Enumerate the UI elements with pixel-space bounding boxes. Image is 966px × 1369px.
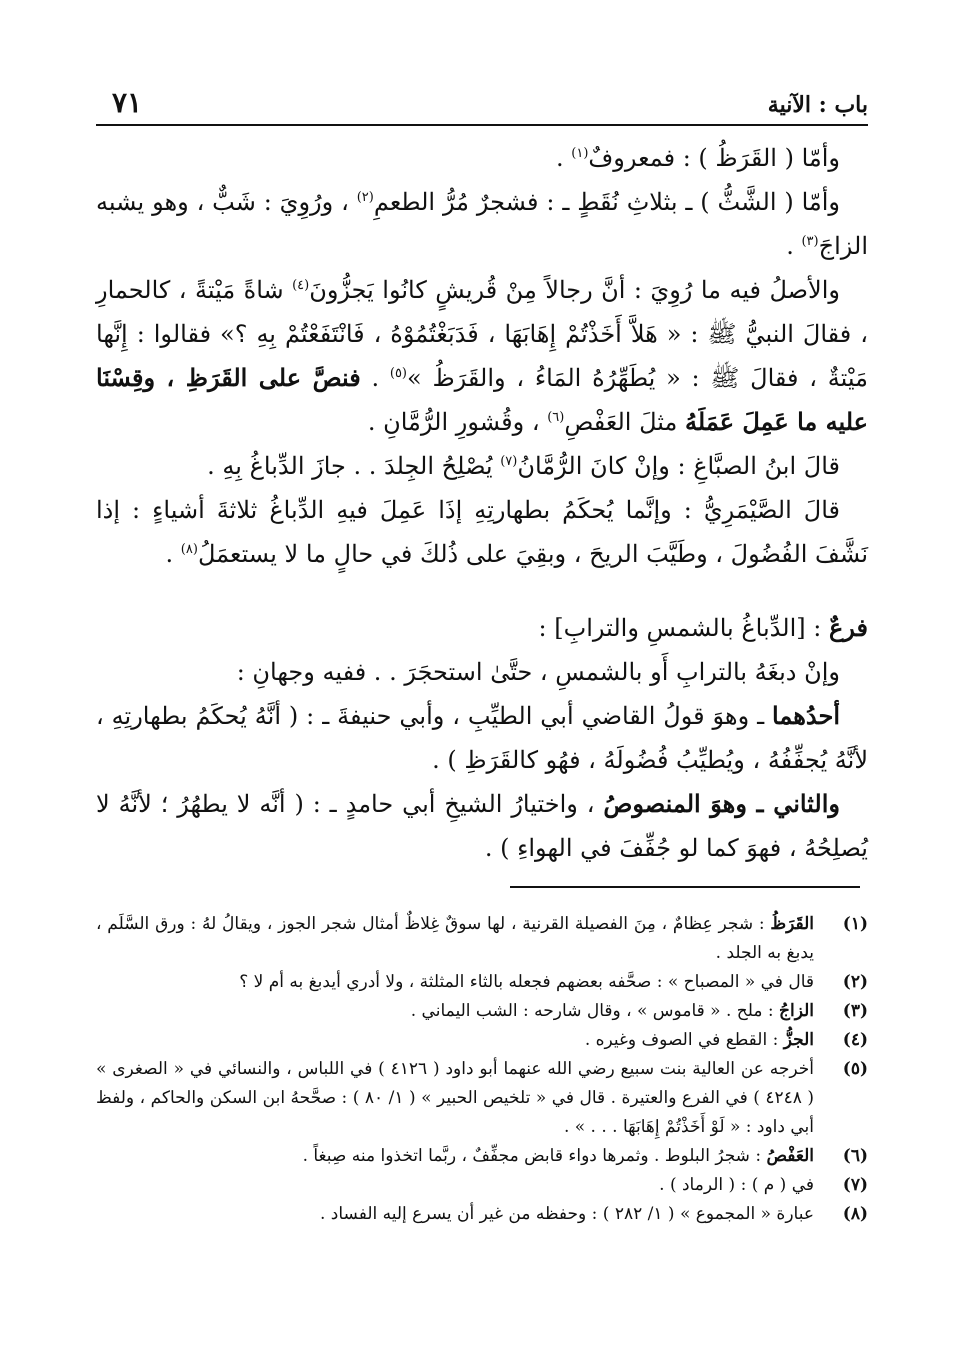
text-span: .	[556, 144, 572, 172]
paragraph-two-views	[96, 650, 868, 694]
footnote-text: : القطع في الصوف وغيره .	[584, 1030, 784, 1050]
paragraph-qaraz	[96, 136, 868, 180]
page-header	[96, 80, 868, 126]
footnote-ref[interactable]: (١)	[571, 146, 589, 161]
text-span: وأمّا ( الشَّثُّ ) ـ بثلاثِ نُقَطٍ ـ : فشجرٌ مُرُّ الطعمِ	[373, 188, 841, 216]
bold-text: أحدُهما	[772, 701, 840, 730]
text-span: قالَ الصَّيْمَرِيُّ : وإنَّما يُحكَمُ بطهارتِهِ إذَا عَمِلَ فيهِ الدِّباغُ ثلاثةَ أشياءٍ : إذا نَشَّفَ الفُضُولَ ، وطَيَّبَ الريحَ ، وبقِيَ على ذُلكَ في حالٍ ما لا يستعمَلُ	[96, 496, 868, 568]
footnote	[96, 1026, 868, 1055]
footnote-number: (٤)	[842, 1030, 868, 1050]
text-span: شاةً مَيْتةً ، كالحمارِ ، فقالَ النبيُّ ﷺ : « هَلاَّ أَخَذْتُمْ إِهَابَهَا ، فَدَبَغْتُمُوْهُ ، فَانْتَفَعْتُمْ بِهِ ؟» فقالوا : إِنَّها مَيْتةٌ ، فقالَ ﷺ : « يُطَهِّرُهُ المَاءُ ، والقَرَظُ »	[96, 276, 869, 392]
bold-text: فنصَّ على القَرَظِ ، وقِسْنَا عليه ما عَمِلَ عَمَلَهُ	[96, 363, 868, 436]
footnote-number: (٦)	[842, 1146, 868, 1166]
page-number: ٧١	[112, 86, 143, 119]
text-span: مثلَ العَفْصِ	[564, 408, 685, 436]
footnote-number: (٨)	[842, 1204, 868, 1224]
text-span: وإنْ دبغَهُ بالترابِ أَو بالشمسِ ، حتَّىٰ استحجَرَ . . ففيه وجهانِ :	[236, 658, 840, 686]
footnote	[96, 997, 868, 1026]
text-span: .	[360, 364, 390, 392]
text-span: قالَ ابنُ الصبَّاغِ : وإنْ كانَ الرُّمَّانُ	[517, 452, 840, 480]
footnote-text: أخرجه عن العالية بنت سبيع رضي الله عنهما أبو داود ( ٤١٢٦ ) في اللباس ، والنسائي في « الصغرى » ( ٤٢٤٨ ) في الفرع والعتيرة . قال في « تلخيص الحبير » ( ١/ ٨٠ ) : صحَّحهُ ابن السكن والحاكم ، ولفظ أبي داود : « لَوْ أَخَذْتُمْ إِهَابَهَا . . . » .	[96, 1059, 815, 1137]
footnote-text: قال في « المصباح » : صحَّفه بعضهم فجعله بالثاء المثلثة ، ولا أدري أيدبغ به أم لا ؟	[239, 972, 814, 992]
text-span: والأصلُ فيه ما رُوِيَ : أنَّ رجالاً مِنْ قُريشٍ كانُوا يَجزُّونَ	[309, 276, 840, 304]
footnote-ref[interactable]: (٥)	[389, 366, 407, 381]
footnote	[96, 1142, 868, 1171]
footnote-divider	[510, 886, 860, 888]
footnote	[96, 1171, 868, 1200]
text-span: ، وقُشورِ الرُّمَّانِ .	[367, 408, 548, 436]
text-span: وأمّا ( القَرَظُ ) : فمعروفٌ	[588, 144, 840, 172]
footnote-text: : شجرُ البلوط . وثمرها دواء قابض مجفِّفٌ ، ربَّما اتخذوا منه صِبغاً .	[302, 1146, 767, 1166]
paragraph-second-view	[96, 782, 868, 870]
footnote-number: (٢)	[842, 972, 868, 992]
footnote-ref[interactable]: (٦)	[547, 410, 565, 425]
footnote-ref[interactable]: (٧)	[500, 454, 518, 469]
paragraph-shath	[96, 180, 868, 268]
far3-label: فرعٌ	[828, 613, 868, 642]
footnote	[96, 1200, 868, 1229]
footnote	[96, 1055, 868, 1142]
footnote-term: الزاجُ	[779, 1001, 814, 1021]
footnote-ref[interactable]: (٨)	[180, 542, 198, 557]
footnote	[96, 968, 868, 997]
far3-title: : [الدِّباغُ بالشمسِ والترابِ] :	[538, 614, 829, 642]
footnote-text: عبارة « المجموع » ( ١/ ٢٨٢ ) : وحفظه من غير أن يسرع إليه الفساد .	[320, 1204, 814, 1224]
bold-text: والثاني ـ وهوَ المنصوصُ	[603, 789, 840, 818]
paragraph-first-view	[96, 694, 868, 782]
footnote-ref[interactable]: (٢)	[356, 190, 374, 205]
footnote-text: : ملح . « قاموس » ، وقال شارحه : الشب اليماني .	[410, 1001, 780, 1021]
footnote-text: في ( م ) : ( الرماد ) .	[659, 1175, 814, 1195]
chapter-title: باب : الآنية	[767, 92, 868, 118]
footnote-ref[interactable]: (٤)	[292, 278, 310, 293]
footnote-number: (٧)	[842, 1175, 868, 1195]
text-span: ، ورُوِيَ : شَبٌّ ، وهو يشبه الزاجَ	[96, 188, 868, 260]
footnote-term: القَرَظُ	[770, 914, 814, 934]
footnote-number: (٣)	[842, 1001, 868, 1021]
footnote-number: (٥)	[842, 1059, 868, 1079]
footnotes	[96, 910, 868, 1229]
footnote-ref[interactable]: (٣)	[801, 234, 819, 249]
paragraph-asl	[96, 268, 868, 444]
far3-heading	[96, 606, 868, 650]
text-span: ، واختيارُ الشيخِ أبي حامدٍ ـ : ( أنَّه لا يطهُرُ ؛ لأنَّهُ لا يُصلِحُهُ ، فهوَ كما لو جُفِّفَ في الهواءِ ) .	[96, 790, 868, 862]
text-span: .	[786, 232, 802, 260]
footnote-term: الجزُّ	[783, 1030, 814, 1050]
text-span: ـ وهوَ قولُ القاضي أبي الطيِّبِ ، وأبي حنيفةَ ـ : ( أنَّهُ يُحكَمُ بطهارتِهِ ، لأنَّهُ يُجفِّفُهُ ، ويُطيِّبُ فُضُولَهُ ، فهُو كالقَرَظِ ) .	[96, 702, 868, 774]
text-span: يُصْلِحُ الجِلدَ . . جازَ الدِّباغُ بِهِ .	[207, 452, 501, 480]
main-text	[96, 136, 868, 870]
footnote-number: (١)	[842, 914, 868, 934]
text-span: .	[165, 540, 181, 568]
footnote-term: العَفْصُ	[766, 1146, 814, 1166]
paragraph-ibn-sabbagh	[96, 444, 868, 488]
paragraph-saymari	[96, 488, 868, 576]
footnote	[96, 910, 868, 968]
spacer	[96, 576, 868, 606]
footnote-text: : شجر عِظامٌ ، مِنَ الفصيلة القرنية ، لها سوقٌ غِلاظٌ أمثال شجر الجوز ، ويقالُ لهُ : ورق السَّلَم ، يدبغ به الجلد .	[96, 914, 814, 963]
